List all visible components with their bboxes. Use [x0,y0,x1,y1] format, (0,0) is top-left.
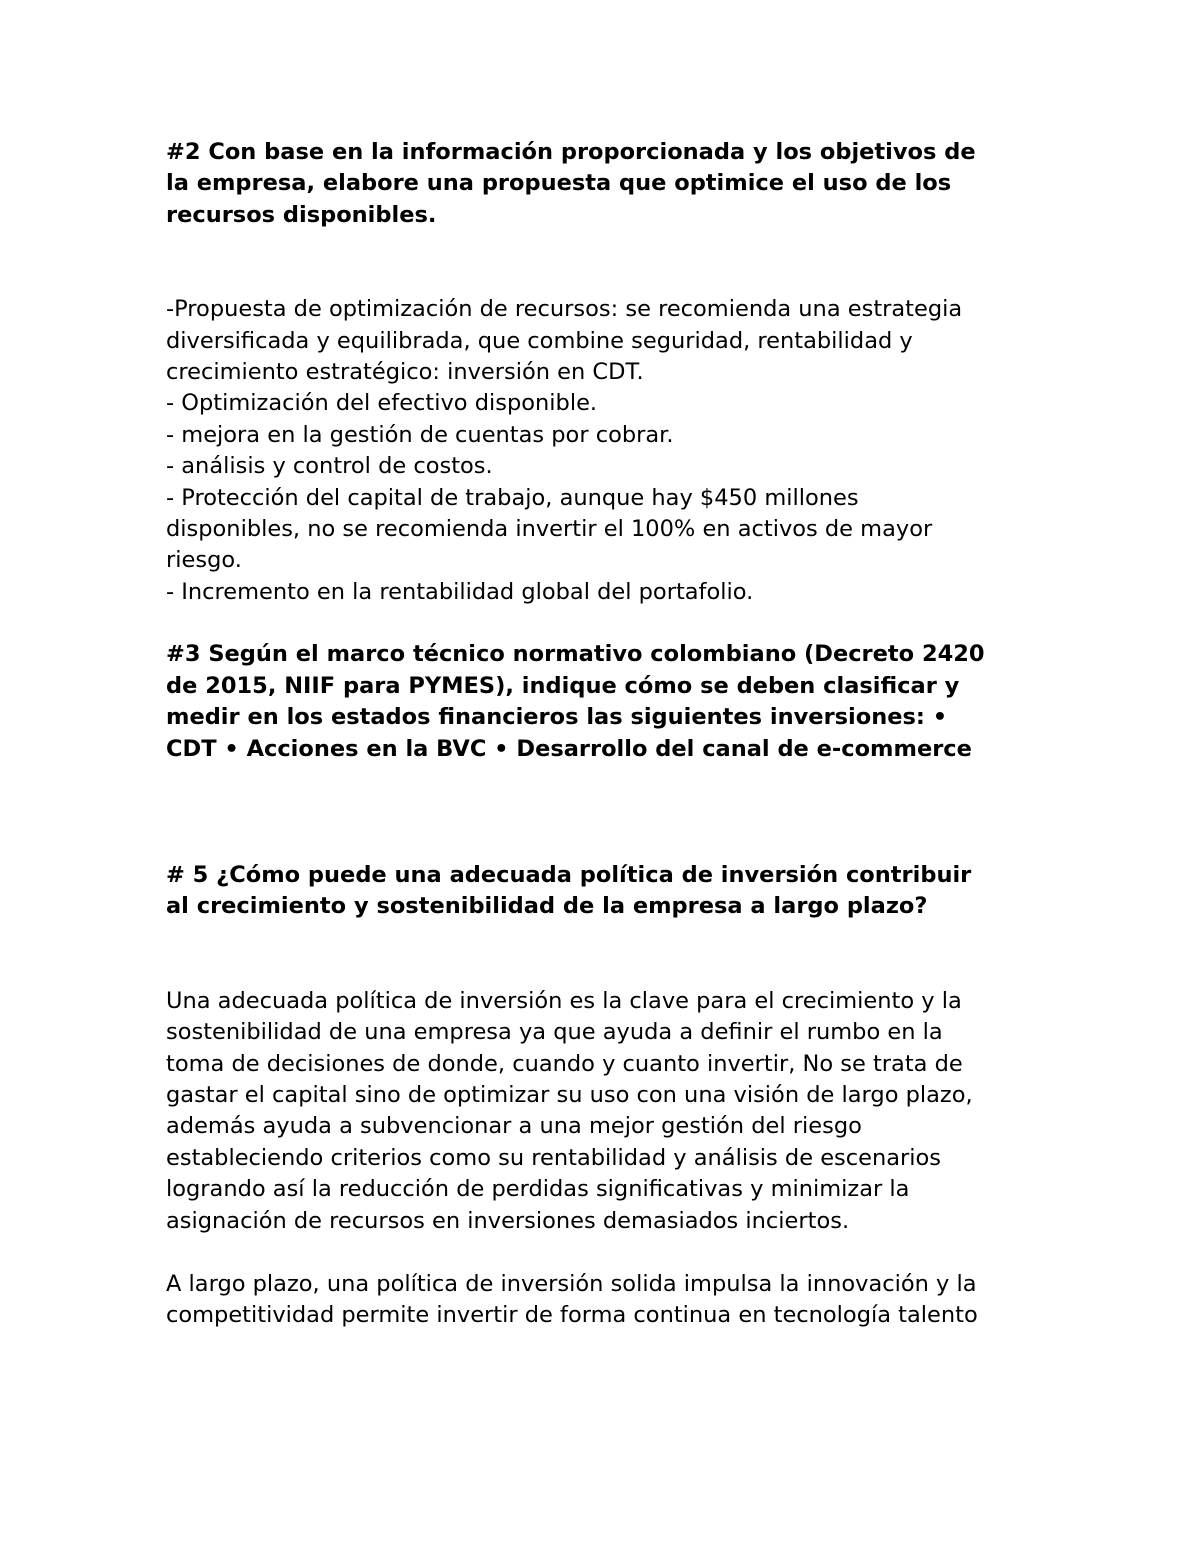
answer-line: -Propuesta de optimización de recursos: se recomienda una estrategia [166,296,963,323]
answer-line: asignación de recursos en inversiones demasiados inciertos. [166,1207,850,1234]
answer-line: logrando así la reducción de perdidas significativas y minimizar la [166,1176,910,1203]
spacer [166,765,1046,860]
spacer [166,1237,1046,1269]
answer-line: riesgo. [166,547,242,574]
question-2-answer [166,294,1046,608]
heading-line: # 5 ¿Cómo puede una adecuada política de inversión contribuir [166,861,972,888]
answer-line: diversificada y equilibrada, que combine seguridad, rentabilidad y [166,327,913,354]
document-content [166,137,1046,1332]
heading-line: de 2015, NIIF para PYMES), indique cómo se deben clasificar y [166,672,960,699]
spacer [166,923,1046,986]
answer-line: crecimiento estratégico: inversión en CDT. [166,359,644,386]
answer-line: además ayuda a subvencionar a una mejor gestión del riesgo [166,1113,862,1140]
question-5-answer-paragraph-1 [166,986,1046,1237]
question-5-answer-paragraph-2 [166,1269,1046,1332]
heading-line: recursos disponibles. [166,201,437,228]
answer-line: - Incremento en la rentabilidad global del portafolio. [166,578,754,605]
heading-line: CDT • Acciones en la BVC • Desarrollo del canal de e-commerce [166,735,972,762]
heading-line: #2 Con base en la información proporcionada y los objetivos de [166,139,976,165]
answer-line: sostenibilidad de una empresa ya que ayuda a definir el rumbo en la [166,1019,943,1046]
answer-line: gastar el capital sino de optimizar su uso con una visión de largo plazo, [166,1081,973,1108]
answer-line: - Protección del capital de trabajo, aunque hay $450 millones [166,484,859,511]
answer-line: toma de decisiones de donde, cuando y cuanto invertir, No se trata de [166,1050,963,1077]
heading-line: al crecimiento y sostenibilidad de la empresa a largo plazo? [166,893,928,920]
question-5-heading [166,860,1046,923]
spacer [166,608,1046,639]
answer-line: - análisis y control de costos. [166,453,493,480]
answer-line: A largo plazo, una política de inversión solida impulsa la innovación y la [166,1270,977,1297]
answer-line: estableciendo criterios como su rentabilidad y análisis de escenarios [166,1144,942,1171]
answer-line: - mejora en la gestión de cuentas por cobrar. [166,421,674,448]
heading-line: #3 Según el marco técnico normativo colombiano (Decreto 2420 [166,641,985,668]
question-3-heading [166,639,1046,765]
answer-line: disponibles, no se recomienda invertir el 100% en activos de mayor [166,516,933,543]
answer-line: - Optimización del efectivo disponible. [166,390,598,417]
answer-line: Una adecuada política de inversión es la clave para el crecimiento y la [166,987,962,1014]
heading-line: medir en los estados financieros las siguientes inversiones: • [166,704,948,731]
question-2-heading [166,137,1046,231]
spacer [166,231,1046,294]
answer-line: competitividad permite invertir de forma continua en tecnología talento [166,1302,978,1329]
heading-line: la empresa, elabore una propuesta que optimice el uso de los [166,170,952,197]
